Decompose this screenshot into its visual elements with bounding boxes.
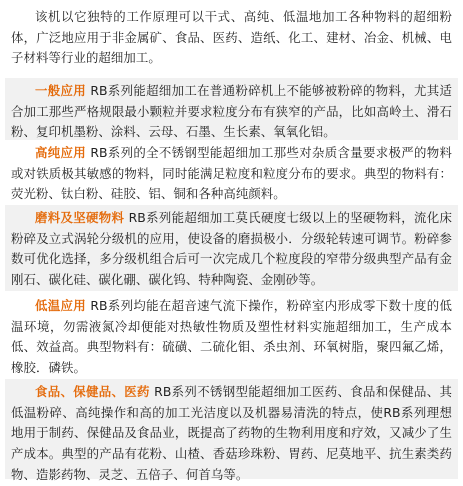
section-heading: 磨料及坚硬物料 <box>35 210 125 225</box>
section-heading: 高纯应用 <box>35 145 87 160</box>
section-body: RB系列能超细加工莫氏硬度七级以上的坚硬物料，流化床粉碎及立式涡轮分级机的应用，使设备的磨损极小．分级轮转速可调节。粉碎参数可优化选择，多分级机组合后可一次完成几个粒度段的窄带分级典型产品有金刚石、碳化硅、碳化硼、碳化钨、特种陶瓷、金刚砂等。 <box>11 210 452 288</box>
high-purity-section <box>5 140 458 202</box>
intro-paragraph: 该机以它独特的工作原理可以干式、高纯、低温地加工各种物料的超细粉体，广泛地应用于非金属矿、食品、医药、造纸、化工、建材、冶金、机械、电子材料等行业的超细加工。 <box>11 9 452 66</box>
section-heading: 食品、保健品、医药 <box>35 384 150 399</box>
section-heading: 一般应用 <box>35 83 87 98</box>
section-heading: 低温应用 <box>35 298 87 313</box>
abrasive-materials-section <box>5 205 458 291</box>
section-body: RB系列均能在超音速气流下操作，粉碎室内形成零下数十度的低温环境，勿需液氮冷却便能对热敏性物质及塑性材料实施超细加工，生产成本低、效益高。典型物料有：硫磺、二硫化钼、杀虫剂、环氧树脂，聚四氟乙烯，橡胶．磷铁。 <box>11 298 452 376</box>
general-application-section <box>5 78 458 140</box>
section-body: RB系列能超细加工在普通粉碎机上不能够被粉碎的物料，尤其适合加工那些严格规限最小颗粒并要求粒度分布有狭窄的产品，比如高岭土、滑石粉、复印机墨粉、涂料、云母、石墨、生长素、氧氧化铝。 <box>11 83 452 140</box>
food-pharma-section <box>5 379 458 482</box>
section-body: RB系列的全不锈钢型能超细加工那些对杂质含量要求极严的物料或对铁质极其敏感的物料，同时能满足粒度和粒度分布的要求。典型的物料有：荧光粉、钛白粉、硅胶、铝、铜和各种高纯颜料。 <box>11 145 452 202</box>
low-temperature-section <box>5 293 458 379</box>
section-body: RB系列不锈钢型能超细加工医药、食品和保健品、其低温粉碎、高纯操作和高的加工光洁度以及机器易清洗的特点，使RB系列理想地用于制药、保健品及食品业，既提高了药物的生物利用度和疗效，又减少了生产成本。典型的产品有花粉、山楂、香菇珍珠粉、胃药、尼莫地平、抗生素类药物、造影药物、灵芝、五倍子、何首乌等。 <box>11 384 453 482</box>
